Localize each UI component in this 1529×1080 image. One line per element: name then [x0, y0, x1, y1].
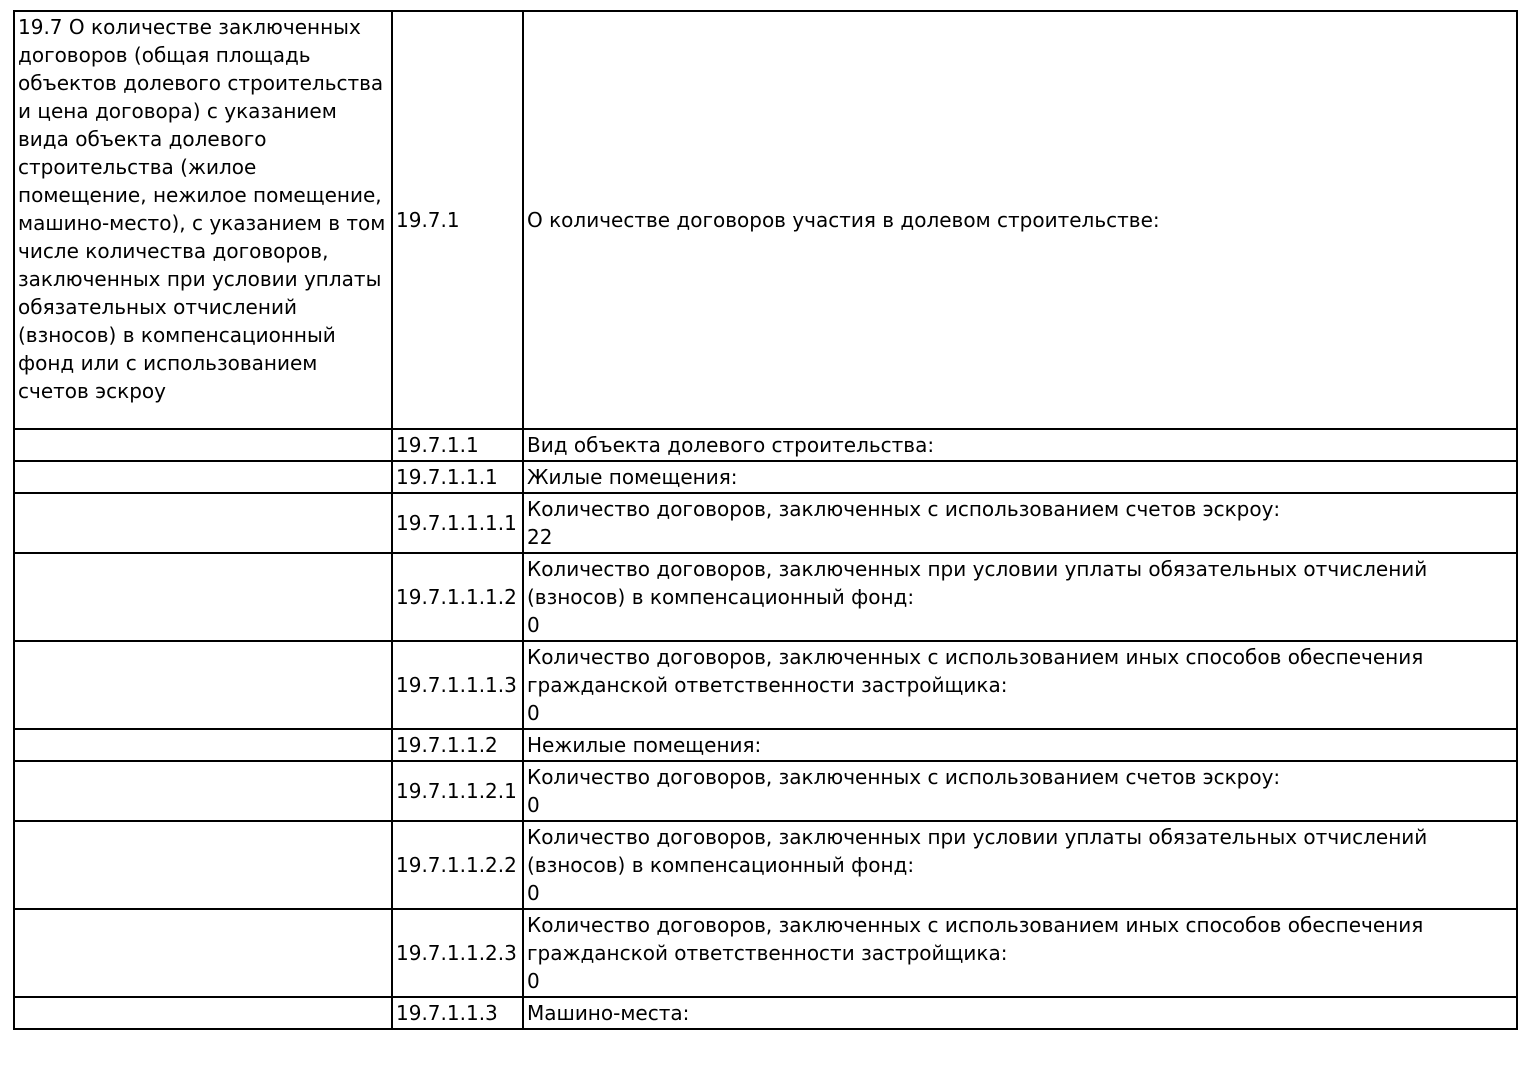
- row-content: [523, 641, 1517, 729]
- row-code: 19.7.1.1.1.3: [392, 641, 523, 729]
- row-label: Жилые помещения:: [527, 465, 738, 489]
- table-row: [14, 553, 1517, 641]
- section-empty-cell: [14, 997, 392, 1029]
- row-value: 22: [527, 525, 553, 549]
- table-row: [14, 761, 1517, 821]
- section-empty-cell: [14, 429, 392, 461]
- row-code: 19.7.1.1.2.1: [392, 761, 523, 821]
- section-empty-cell: [14, 461, 392, 493]
- row-label: Вид объекта долевого строительства:: [527, 433, 935, 457]
- row-content: [523, 997, 1517, 1029]
- table-row: [14, 429, 1517, 461]
- section-empty-cell: [14, 553, 392, 641]
- table-row: [14, 461, 1517, 493]
- row-code: 19.7.1.1.2.2: [392, 821, 523, 909]
- section-empty-cell: [14, 729, 392, 761]
- row-content: [523, 493, 1517, 553]
- declaration-table: [13, 10, 1518, 1030]
- row-code: 19.7.1.1.1.1: [392, 493, 523, 553]
- row-content: [523, 461, 1517, 493]
- row-value: 0: [527, 613, 540, 637]
- section-empty-cell: [14, 909, 392, 997]
- row-label: Нежилые помещения:: [527, 733, 762, 757]
- row-value: 0: [527, 881, 540, 905]
- section-empty-cell: [14, 641, 392, 729]
- row-label: Количество договоров, заключенных с использованием иных способов обеспечения гражданской ответственности застройщика:: [527, 645, 1424, 697]
- row-content: [523, 429, 1517, 461]
- section-empty-cell: [14, 761, 392, 821]
- row-content: [523, 553, 1517, 641]
- row-code: 19.7.1.1.2.3: [392, 909, 523, 997]
- row-label: Количество договоров, заключенных с использованием счетов эскроу:: [527, 765, 1281, 789]
- row-label: Количество договоров, заключенных при условии уплаты обязательных отчислений (взносов) в компенсационный фонд:: [527, 557, 1428, 609]
- row-content: [523, 761, 1517, 821]
- row-code: 19.7.1.1: [392, 429, 523, 461]
- row-code: 19.7.1: [392, 11, 523, 429]
- section-empty-cell: [14, 821, 392, 909]
- row-value: 0: [527, 969, 540, 993]
- table-row: [14, 909, 1517, 997]
- row-label: Количество договоров, заключенных с использованием иных способов обеспечения гражданской ответственности застройщика:: [527, 913, 1424, 965]
- table-row: [14, 821, 1517, 909]
- row-label: Количество договоров, заключенных с использованием счетов эскроу:: [527, 497, 1281, 521]
- table-row: [14, 641, 1517, 729]
- section-19-7-description: 19.7 О количестве заключенных договоров (общая площадь объектов долевого строительства и цена договора) с указанием вида объекта долевого строительства (жилое помещение, нежилое помещение, машино-место), с указанием в том числе количества договоров, заключенных при условии уплаты обязательных отчислений (взносов) в компенсационный фонд или с использованием счетов эскроу: [14, 11, 392, 429]
- table-row: [14, 11, 1517, 429]
- row-code: 19.7.1.1.2: [392, 729, 523, 761]
- table-row: [14, 997, 1517, 1029]
- row-value: 0: [527, 701, 540, 725]
- section-empty-cell: [14, 493, 392, 553]
- row-code: 19.7.1.1.1: [392, 461, 523, 493]
- row-label: О количестве договоров участия в долевом строительстве:: [523, 11, 1517, 429]
- table-row: [14, 729, 1517, 761]
- row-content: [523, 729, 1517, 761]
- declaration-table-body: [14, 11, 1517, 1029]
- row-label: Машино-места:: [527, 1001, 690, 1025]
- row-label: Количество договоров, заключенных при условии уплаты обязательных отчислений (взносов) в компенсационный фонд:: [527, 825, 1428, 877]
- row-content: [523, 821, 1517, 909]
- row-code: 19.7.1.1.3: [392, 997, 523, 1029]
- row-code: 19.7.1.1.1.2: [392, 553, 523, 641]
- table-row: [14, 493, 1517, 553]
- row-content: [523, 909, 1517, 997]
- row-value: 0: [527, 793, 540, 817]
